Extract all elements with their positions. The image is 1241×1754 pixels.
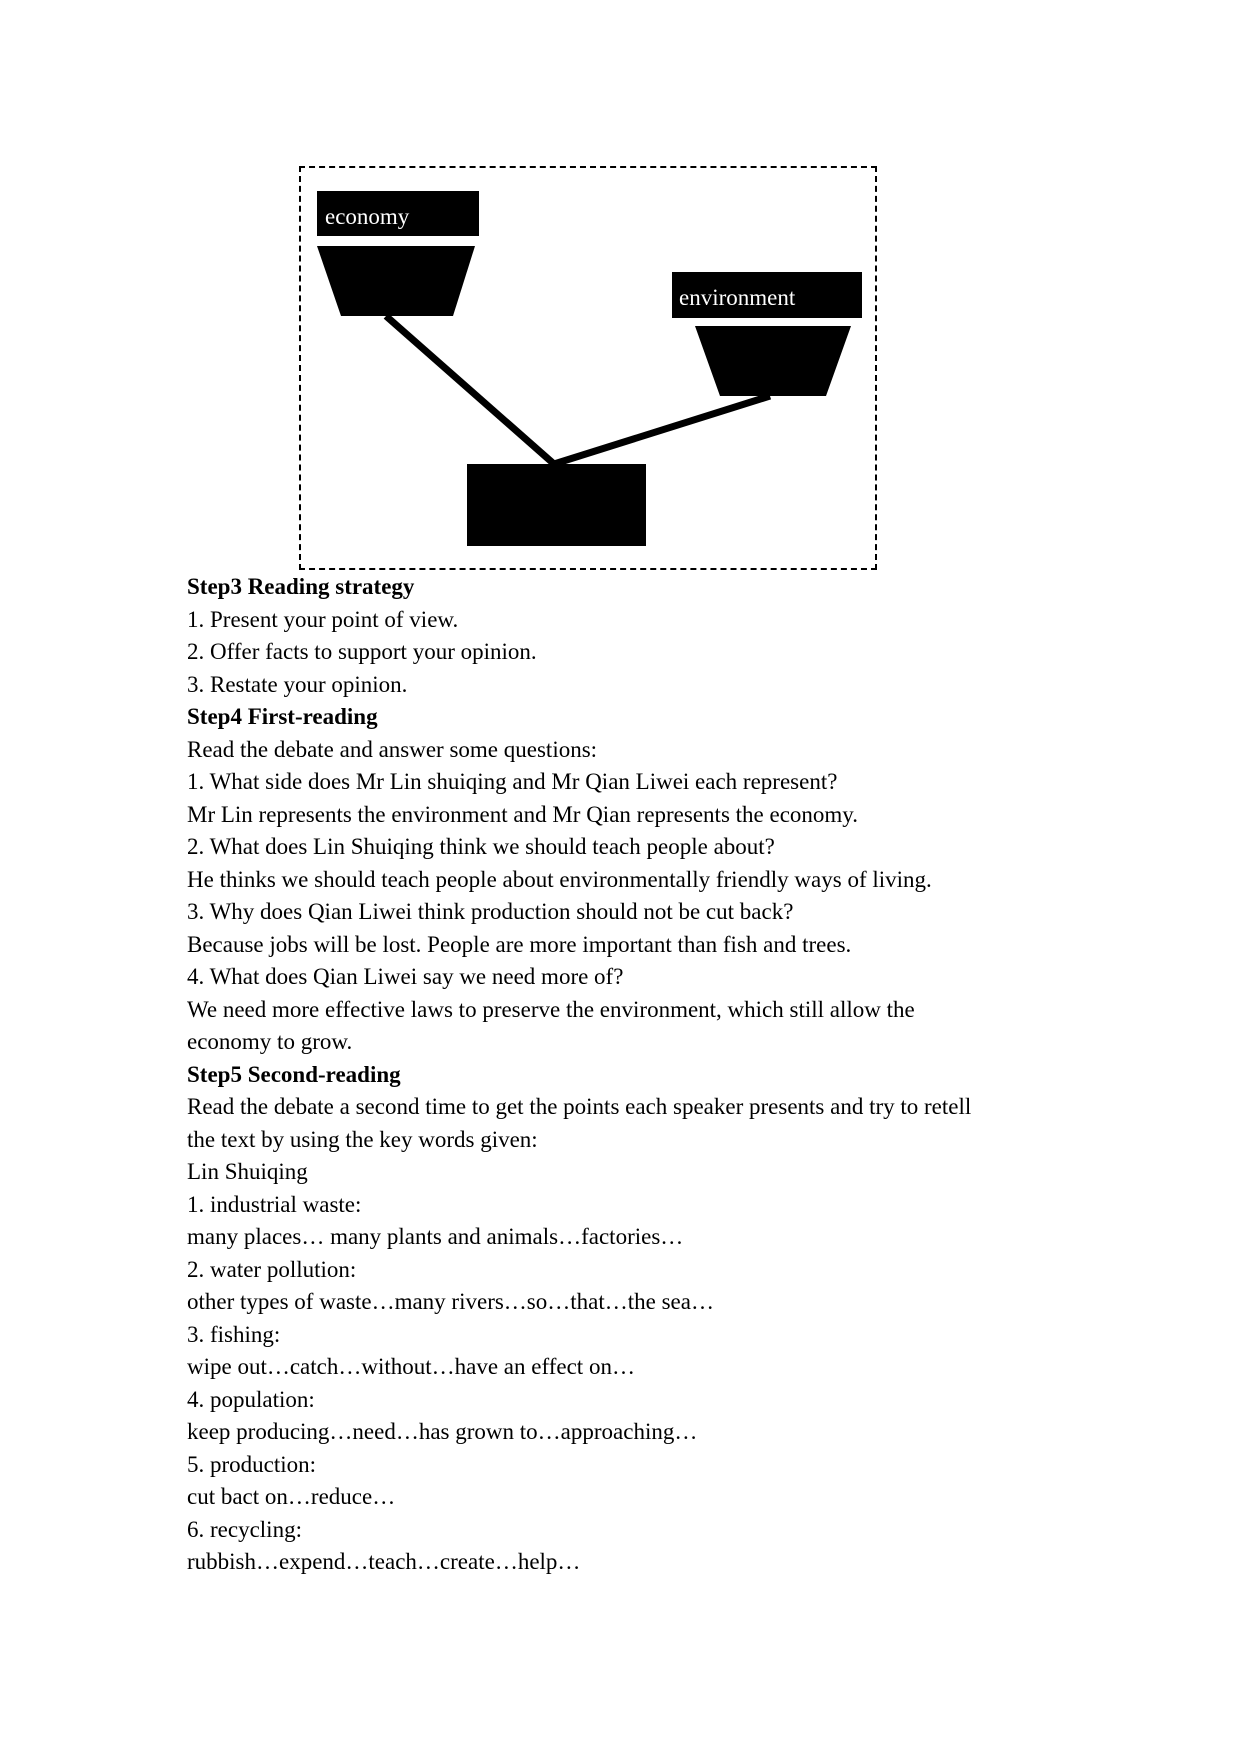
text-line: 3. Why does Qian Liwei think production should not be cut back? — [187, 899, 794, 924]
economy-pan — [317, 246, 475, 316]
left-beam — [386, 316, 554, 464]
text-line: 3. Restate your opinion. — [187, 671, 408, 697]
text-line: Because jobs will be lost. People are more important than fish and trees. — [187, 931, 852, 957]
balance-diagram — [299, 166, 877, 570]
text-line: cut bact on…reduce… — [187, 1484, 396, 1509]
document-body — [187, 571, 1087, 1579]
text-line: wipe out…catch…without…have an effect on… — [187, 1354, 635, 1379]
balance-base — [467, 464, 646, 546]
text-line: He thinks we should teach people about environmentally friendly ways of living. — [187, 866, 932, 892]
balance-diagram-graphic — [301, 168, 879, 572]
section-heading: Step5 Second-reading — [187, 1061, 401, 1087]
text-line: Read the debate and answer some questions: — [187, 736, 598, 762]
economy-label: economy — [325, 204, 410, 229]
text-line: 2. water pollution: — [187, 1256, 357, 1282]
text-line: Read the debate a second time to get the points each speaker presents and try to retell — [187, 1094, 972, 1119]
text-line: 2. Offer facts to support your opinion. — [187, 639, 537, 664]
text-line: 1. Present your point of view. — [187, 606, 459, 632]
text-line: the text by using the key words given: — [187, 1126, 538, 1152]
text-line: 2. What does Lin Shuiqing think we should teach people about? — [187, 834, 775, 859]
text-line: 1. What side does Mr Lin shuiqing and Mr Qian Liwei each represent? — [187, 769, 838, 794]
section-heading: Step4 First-reading — [187, 704, 378, 729]
environment-label: environment — [679, 285, 796, 310]
text-line: 3. fishing: — [187, 1321, 281, 1347]
text-line: 1. industrial waste: — [187, 1191, 362, 1217]
text-line: 4. population: — [187, 1386, 315, 1412]
environment-pan — [695, 326, 851, 396]
text-line: 4. What does Qian Liwei say we need more of? — [187, 964, 624, 989]
text-line: Lin Shuiqing — [187, 1159, 308, 1184]
text-line: rubbish…expend…teach…create…help… — [187, 1549, 581, 1574]
text-line: We need more effective laws to preserve the environment, which still allow the — [187, 996, 915, 1022]
text-line: 6. recycling: — [187, 1516, 302, 1542]
text-line: economy to grow. — [187, 1029, 353, 1054]
text-line: keep producing…need…has grown to…approaching… — [187, 1419, 698, 1444]
right-beam — [554, 396, 770, 464]
text-line: many places… many plants and animals…factories… — [187, 1224, 684, 1249]
text-line: Mr Lin represents the environment and Mr Qian represents the economy. — [187, 801, 859, 827]
section-heading: Step3 Reading strategy — [187, 574, 415, 599]
text-line: 5. production: — [187, 1451, 317, 1477]
text-line: other types of waste…many rivers…so…that…the sea… — [187, 1289, 714, 1314]
